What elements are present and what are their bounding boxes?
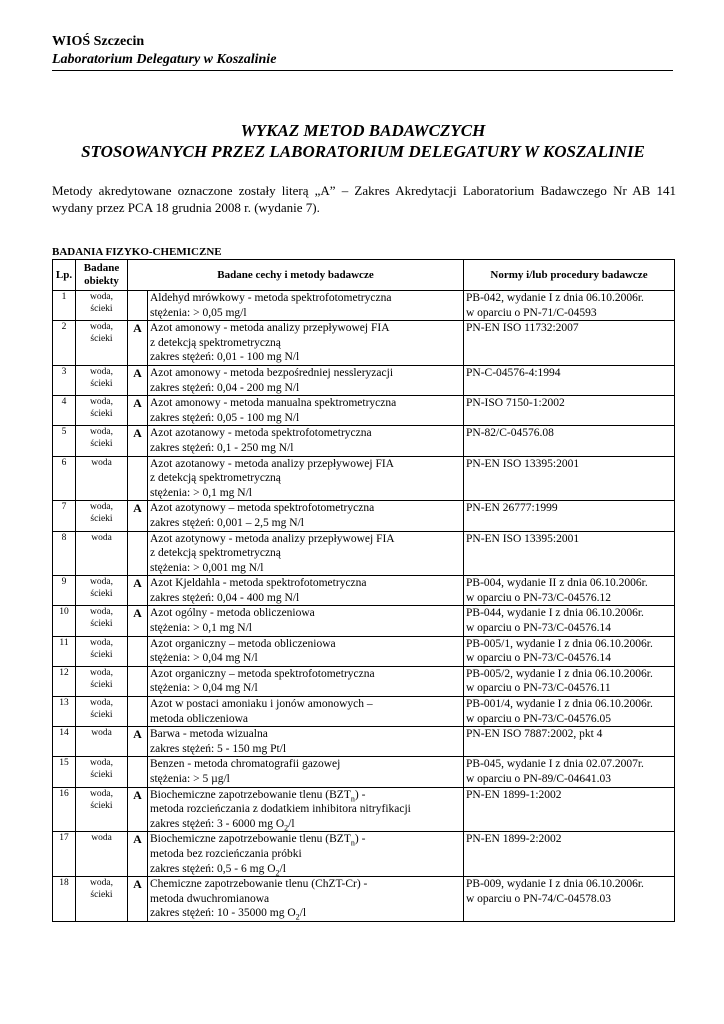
row-objects	[76, 832, 128, 877]
object-line: woda	[91, 833, 112, 844]
table-row	[53, 666, 675, 696]
row-number: 2	[53, 321, 76, 366]
norm-line: PB-044, wydanie I z dnia 06.10.2006r.	[466, 607, 644, 620]
accreditation-mark: A	[128, 606, 148, 636]
row-method	[148, 426, 464, 456]
method-line: zakres stężeń: 0,1 - 250 mg N/l	[150, 441, 294, 454]
laboratory-name: Laboratorium Delegatury w Koszalinie	[52, 52, 277, 67]
norm-line: PN-EN ISO 13395:2001	[466, 532, 580, 545]
row-method	[148, 321, 464, 366]
row-objects	[76, 291, 128, 321]
row-objects	[76, 576, 128, 606]
document-title	[40, 120, 686, 162]
method-line: stężenia: > 5 µg/l	[150, 773, 230, 785]
object-line: woda,	[90, 577, 113, 588]
norm-line: w oparciu o PN-73/C-04576.14	[466, 652, 612, 665]
object-line: woda,	[90, 788, 113, 799]
norm-line: PB-009, wydanie I z dnia 06.10.2006r.	[466, 878, 644, 891]
row-norm	[464, 321, 675, 366]
norm-line: PN-EN ISO 11732:2007	[466, 322, 579, 335]
method-line: stężenia: > 0,1 mg N/l	[150, 622, 252, 635]
accreditation-mark: A	[128, 727, 148, 757]
row-method	[148, 501, 464, 531]
accreditation-mark	[128, 531, 148, 576]
object-line: ścieki	[90, 304, 113, 314]
row-number: 5	[53, 426, 76, 456]
object-line: woda,	[90, 637, 113, 648]
method-line: stężenia: > 0,05 mg/l	[150, 306, 247, 319]
table-row	[53, 426, 675, 456]
row-objects	[76, 501, 128, 531]
object-line: woda,	[90, 397, 113, 408]
norm-line: w oparciu o PN-73/C-04576.05	[466, 712, 612, 725]
table-row	[53, 531, 675, 576]
object-line: woda,	[90, 698, 113, 709]
norm-line: w oparciu o PN-73/C-04576.12	[466, 591, 612, 604]
row-norm	[464, 365, 675, 395]
row-number: 9	[53, 576, 76, 606]
row-number: 16	[53, 787, 76, 832]
method-line: Azot Kjeldahla - metoda spektrofotometryczna	[150, 577, 367, 590]
method-line: Biochemiczne zapotrzebowanie tlenu $(BZT_n)$ -	[150, 788, 366, 803]
norm-line: PB-001/4, wydanie I z dnia 06.10.2006r.	[466, 698, 653, 711]
row-number: 13	[53, 697, 76, 727]
row-number: 14	[53, 727, 76, 757]
row-number: 6	[53, 456, 76, 501]
object-line: ścieki	[90, 378, 113, 389]
method-line: zakres stężeń: 0,04 - 200 mg N/l	[150, 381, 300, 394]
header-divider	[52, 70, 673, 71]
norm-line: PN-EN 1899-2:2002	[466, 833, 562, 846]
method-line: zakres stężeń: 10 - 35000 mg $O_2/l$	[150, 907, 307, 922]
row-number: 3	[53, 365, 76, 395]
object-line: ścieki	[90, 649, 113, 660]
object-line: ścieki	[90, 800, 113, 811]
method-line: zakres stężeń: 3 - 6000 mg $O_2/l$	[150, 817, 295, 833]
object-line: woda,	[90, 322, 113, 333]
method-line: stężenia: > 0,04 mg N/l	[150, 652, 258, 665]
row-method	[148, 757, 464, 787]
method-line: metoda bez rozcieńczania próbki	[150, 847, 302, 860]
method-line: Azot amonowy - metoda bezpośredniej nessleryzacji	[150, 366, 394, 379]
method-line: Biochemiczne zapotrzebowanie tlenu $(BZT_n)$ -	[150, 833, 366, 848]
method-line: Azot azotynowy - metoda analizy przepływowej FIA	[150, 532, 395, 545]
object-line: woda,	[90, 502, 113, 513]
row-norm	[464, 501, 675, 531]
method-line: Azot azotanowy - metoda analizy przepływowej FIA	[150, 457, 394, 470]
row-number: 8	[53, 531, 76, 576]
norm-line: PB-005/1, wydanie I z dnia 06.10.2006r.	[466, 637, 653, 650]
row-norm	[464, 456, 675, 501]
object-line: ścieki	[90, 514, 113, 525]
norm-line: PN-82/C-04576.08	[466, 427, 554, 440]
method-line: z detekcją spektrometryczną	[150, 472, 281, 485]
method-line: zakres stężeń: 0,01 - 100 mg N/l	[150, 351, 300, 364]
row-norm	[464, 291, 675, 321]
row-method	[148, 456, 464, 501]
object-line: ścieki	[90, 589, 113, 600]
row-method	[148, 531, 464, 576]
row-objects	[76, 606, 128, 636]
table-row	[53, 877, 675, 922]
norm-line: w oparciu o PN-73/C-04576.11	[466, 682, 611, 695]
title-line-1: WYKAZ METOD BADAWCZYCH	[240, 121, 486, 140]
row-number: 12	[53, 666, 76, 696]
row-norm	[464, 426, 675, 456]
row-objects	[76, 365, 128, 395]
row-method	[148, 697, 464, 727]
section-title: BADANIA FIZYKO-CHEMICZNE	[52, 246, 222, 258]
table-header-row	[53, 260, 675, 291]
norm-line: PN-EN 1899-1:2002	[466, 788, 562, 801]
row-method	[148, 877, 464, 922]
row-objects	[76, 456, 128, 501]
accreditation-mark	[128, 291, 148, 321]
header-objects: Badane obiekty	[76, 260, 128, 291]
row-method	[148, 727, 464, 757]
object-line: woda,	[90, 427, 113, 438]
object-line: ścieki	[90, 619, 113, 630]
row-norm	[464, 396, 675, 426]
table-body	[53, 291, 675, 922]
object-line: woda,	[90, 607, 113, 618]
object-line: woda,	[90, 758, 113, 769]
row-objects	[76, 426, 128, 456]
accreditation-mark: A	[128, 832, 148, 877]
header-norms: Normy i/lub procedury badawcze	[464, 260, 675, 291]
accreditation-mark	[128, 636, 148, 666]
row-norm	[464, 666, 675, 696]
method-line: zakres stężeń: 0,04 - 400 mg N/l	[150, 591, 300, 604]
row-norm	[464, 636, 675, 666]
table-row	[53, 697, 675, 727]
method-line: z detekcją spektrometryczną	[150, 336, 281, 349]
row-objects	[76, 396, 128, 426]
row-norm	[464, 531, 675, 576]
accreditation-mark	[128, 757, 148, 787]
row-objects	[76, 727, 128, 757]
accreditation-mark: A	[128, 321, 148, 366]
title-line-2: STOSOWANYCH PRZEZ LABORATORIUM DELEGATURY W KOSZALINIE	[81, 142, 645, 161]
norm-line: PN-ISO 7150-1:2002	[466, 397, 565, 410]
header-lp: Lp.	[53, 260, 76, 291]
table-row	[53, 291, 675, 321]
accreditation-mark: A	[128, 426, 148, 456]
method-line: Azot organiczny – metoda spektrofotometryczna	[150, 667, 375, 680]
row-number: 10	[53, 606, 76, 636]
table-row	[53, 396, 675, 426]
row-number: 17	[53, 832, 76, 877]
method-line: zakres stężeń: 5 - 150 mg Pt/l	[150, 742, 287, 755]
norm-line: w oparciu o PN-74/C-04578.03	[466, 892, 612, 905]
object-line: ścieki	[90, 710, 113, 721]
accreditation-mark: A	[128, 396, 148, 426]
method-line: metoda obliczeniowa	[150, 712, 249, 725]
row-method	[148, 365, 464, 395]
table-row	[53, 501, 675, 531]
method-line: zakres stężeń: 0,05 - 100 mg N/l	[150, 411, 300, 424]
object-line: woda,	[90, 292, 113, 302]
object-line: woda	[91, 728, 112, 739]
table-row	[53, 606, 675, 636]
norm-line: PB-005/2, wydanie I z dnia 06.10.2006r.	[466, 667, 653, 680]
object-line: woda,	[90, 366, 113, 377]
method-line: Azot w postaci amoniaku i jonów amonowych –	[150, 698, 373, 711]
method-line: Benzen - metoda chromatografii gazowej	[150, 758, 341, 771]
object-line: woda,	[90, 878, 113, 889]
norm-line: PN-EN 26777:1999	[466, 502, 558, 515]
table-row	[53, 757, 675, 787]
object-line: ścieki	[90, 890, 113, 901]
accreditation-mark: A	[128, 787, 148, 832]
method-line: metoda dwuchromianowa	[150, 892, 270, 905]
row-number: 18	[53, 877, 76, 922]
accreditation-mark: A	[128, 501, 148, 531]
row-norm	[464, 697, 675, 727]
row-number: 7	[53, 501, 76, 531]
object-line: woda	[91, 457, 112, 468]
norm-line: PN-EN ISO 13395:2001	[466, 457, 580, 470]
object-line: ścieki	[90, 409, 113, 420]
accreditation-mark	[128, 456, 148, 501]
row-number: 11	[53, 636, 76, 666]
method-line: Azot ogólny - metoda obliczeniowa	[150, 607, 315, 620]
row-objects	[76, 787, 128, 832]
object-line: ścieki	[90, 770, 113, 781]
norm-line: PB-042, wydanie I z dnia 06.10.2006r.	[466, 292, 644, 304]
row-norm	[464, 877, 675, 922]
row-norm	[464, 576, 675, 606]
method-line: Azot amonowy - metoda analizy przepływowej FIA	[150, 322, 390, 335]
row-objects	[76, 877, 128, 922]
norm-line: PB-004, wydanie II z dnia 06.10.2006r.	[466, 577, 648, 590]
accreditation-mark	[128, 666, 148, 696]
norm-line: PB-045, wydanie I z dnia 02.07.2007r.	[466, 758, 644, 771]
row-objects	[76, 531, 128, 576]
norm-line: PN-EN ISO 7887:2002, pkt 4	[466, 728, 603, 741]
row-norm	[464, 832, 675, 877]
row-objects	[76, 757, 128, 787]
accreditation-mark: A	[128, 576, 148, 606]
object-line: ścieki	[90, 439, 113, 450]
object-line: ścieki	[90, 679, 113, 690]
method-line: zakres stężeń: 0,001 – 2,5 mg N/l	[150, 516, 304, 529]
object-line: woda,	[90, 667, 113, 678]
row-norm	[464, 727, 675, 757]
method-line: z detekcją spektrometryczną	[150, 547, 281, 560]
method-line: metoda rozcieńczania z dodatkiem inhibitora nitryfikacji	[150, 803, 411, 816]
table-row	[53, 787, 675, 832]
norm-line: w oparciu o PN-71/C-04593	[466, 306, 597, 319]
row-method	[148, 396, 464, 426]
method-line: Aldehyd mrówkowy - metoda spektrofotometryczna	[150, 292, 392, 304]
method-line: stężenia: > 0,1 mg N/l	[150, 486, 252, 499]
row-objects	[76, 636, 128, 666]
method-line: Azot azotynowy – metoda spektrofotometryczna	[150, 502, 375, 515]
table-row	[53, 321, 675, 366]
row-number: 15	[53, 757, 76, 787]
row-number: 1	[53, 291, 76, 321]
method-line: Azot organiczny – metoda obliczeniowa	[150, 637, 336, 650]
norm-line: w oparciu o PN-73/C-04576.14	[466, 622, 612, 635]
table-row	[53, 727, 675, 757]
row-objects	[76, 697, 128, 727]
row-norm	[464, 606, 675, 636]
table-row	[53, 636, 675, 666]
row-method	[148, 606, 464, 636]
row-number: 4	[53, 396, 76, 426]
row-method	[148, 666, 464, 696]
row-method	[148, 291, 464, 321]
accreditation-mark	[128, 697, 148, 727]
intro-paragraph: Metody akredytowane oznaczone zostały literą „A” – Zakres Akredytacji Laboratorium Badawczego Nr AB 141 wydany przez PCA 18 grudnia 2008 r. (wydanie 7).	[52, 183, 676, 215]
header-methods: Badane cechy i metody badawcze	[128, 260, 464, 291]
document-header	[52, 33, 672, 69]
row-norm	[464, 757, 675, 787]
table-row	[53, 456, 675, 501]
accreditation-mark: A	[128, 365, 148, 395]
object-line: woda	[91, 532, 112, 543]
method-line: Barwa - metoda wizualna	[150, 728, 268, 741]
method-line: zakres stężeń: 0,5 - 6 mg $O_2/l$	[150, 862, 286, 877]
methods-table	[52, 259, 675, 922]
row-method	[148, 832, 464, 877]
method-line: Chemiczne zapotrzebowanie tlenu (ChZT-Cr) -	[150, 878, 368, 891]
method-line: Azot azotanowy - metoda spektrofotometryczna	[150, 427, 372, 440]
object-line: ścieki	[90, 334, 113, 345]
row-method	[148, 576, 464, 606]
organization-name: WIOŚ Szczecin	[52, 34, 145, 49]
norm-line: PN-C-04576-4:1994	[466, 366, 561, 379]
table-row	[53, 832, 675, 877]
row-method	[148, 636, 464, 666]
method-line: stężenia: > 0,04 mg N/l	[150, 682, 258, 695]
table-row	[53, 365, 675, 395]
row-norm	[464, 787, 675, 832]
norm-line: w oparciu o PN-89/C-04641.03	[466, 773, 612, 785]
row-objects	[76, 666, 128, 696]
accreditation-mark: A	[128, 877, 148, 922]
row-method	[148, 787, 464, 832]
method-line: Azot amonowy - metoda manualna spektrometryczna	[150, 397, 397, 410]
table-row	[53, 576, 675, 606]
row-objects	[76, 321, 128, 366]
method-line: stężenia: > 0,001 mg N/l	[150, 561, 264, 574]
